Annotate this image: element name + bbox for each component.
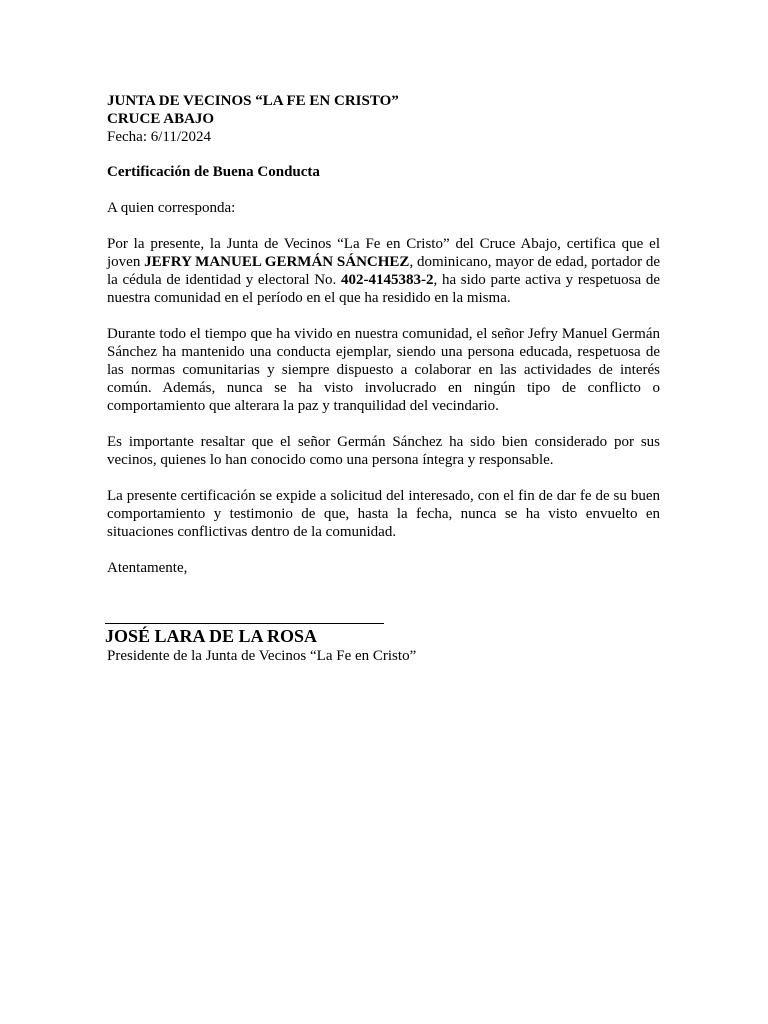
id-number: 402-4145383-2 xyxy=(341,272,434,288)
paragraph-2: Durante todo el tiempo que ha vivido en nuestra comunidad, el señor Jefry Manuel Germán Sánchez ha mantenido una conducta ejemplar, siendo una persona educada, respetuosa de las normas comunitarias y siempre dispuesto a colaborar en las actividades de interés común. Además, nunca se ha visto involucrado en ningún tipo de conflicto o comportamiento que alterara la paz y tranquilidad del vecindario. xyxy=(107,326,660,414)
signature-line xyxy=(105,623,384,624)
signature-block xyxy=(105,623,505,665)
document-date: Fecha: 6/11/2024 xyxy=(107,129,212,145)
paragraph-1-part1: Por la presente, la Junta de Vecinos “La Fe en Cristo” del Cruce Abajo, certifica que el joven xyxy=(107,236,660,270)
org-name: JUNTA DE VECINOS “LA FE EN CRISTO” xyxy=(107,93,399,109)
org-place: CRUCE ABAJO xyxy=(107,111,215,127)
signer-role: Presidente de la Junta de Vecinos “La Fe en Cristo” xyxy=(107,648,417,664)
signer-name: JOSÉ LARA DE LA ROSA xyxy=(105,626,318,646)
document-title: Certificación de Buena Conducta xyxy=(107,164,320,180)
document-body xyxy=(107,92,660,577)
paragraph-4: La presente certificación se expide a solicitud del interesado, con el fin de dar fe de su buen comportamiento y testimonio de que, hasta la fecha, nunca se ha visto envuelto en situaciones conflictivas dentro de la comunidad. xyxy=(107,488,660,540)
paragraph-1-part3: , ha sido parte activa y respetuosa de nuestra comunidad en el período en el que ha residido en la misma. xyxy=(107,272,661,306)
person-name: JEFRY MANUEL GERMÁN SÁNCHEZ xyxy=(144,254,410,270)
paragraph-1-part2: , dominicano, mayor de edad, portador de la cédula de identidad y electoral No. xyxy=(107,254,661,288)
salutation: A quien corresponda: xyxy=(107,200,236,216)
paragraph-3: Es importante resaltar que el señor Germán Sánchez ha sido bien considerado por sus vecinos, quienes lo han conocido como una persona íntegra y responsable. xyxy=(107,434,660,468)
closing: Atentamente, xyxy=(107,560,188,576)
paragraph-1 xyxy=(107,235,660,307)
